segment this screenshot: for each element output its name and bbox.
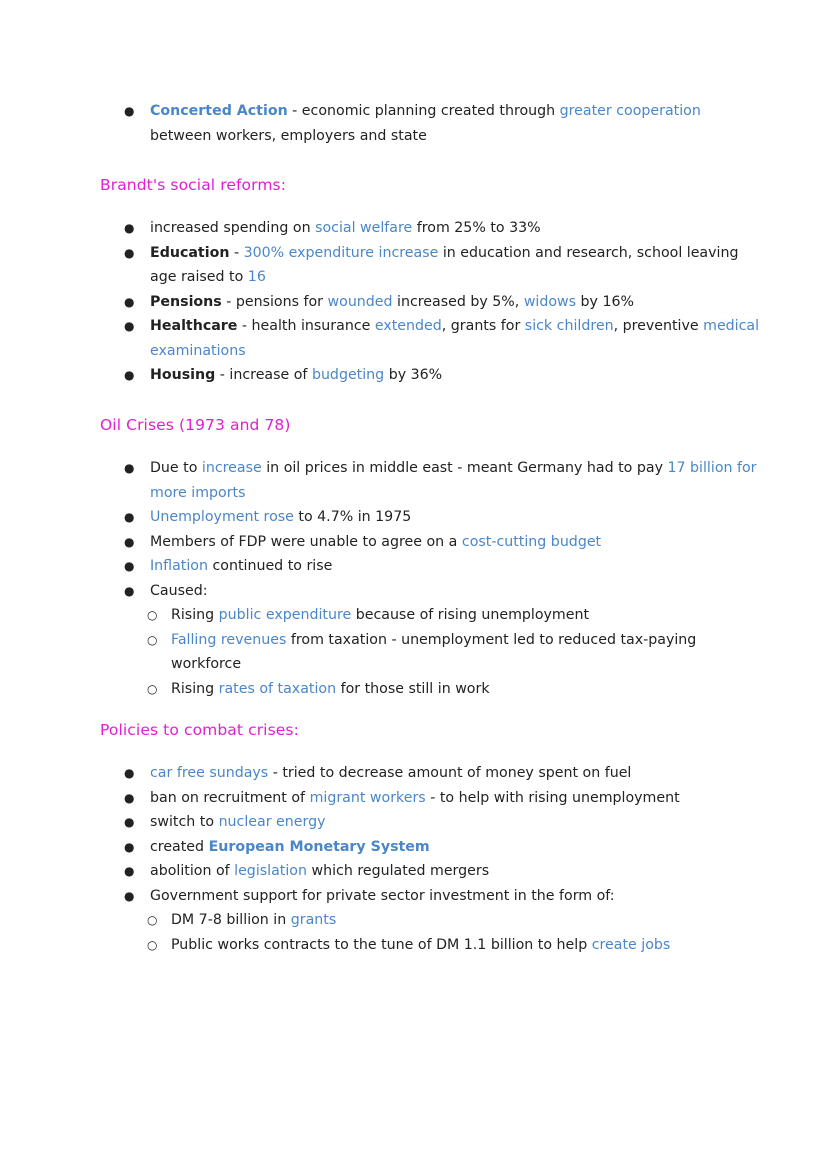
list-item bbox=[122, 290, 762, 315]
keyword: grants bbox=[290, 912, 337, 928]
text: from taxation - unemployment led to reduced tax-paying workforce bbox=[171, 631, 697, 672]
sub-list-item bbox=[122, 603, 762, 628]
keyword: migrant workers bbox=[309, 789, 426, 806]
bullet-icon: ● bbox=[124, 245, 135, 260]
bullet-icon: ● bbox=[124, 221, 135, 235]
bullet-icon: ● bbox=[124, 888, 135, 903]
brandt-list bbox=[122, 216, 762, 388]
list-item bbox=[122, 456, 762, 505]
text: from 25% to 33% bbox=[412, 220, 541, 236]
text: - economic planning created through bbox=[287, 103, 560, 119]
keyword: 16 bbox=[247, 269, 266, 285]
keyword: create jobs bbox=[591, 936, 671, 953]
item-label: Housing bbox=[150, 367, 216, 383]
policies-list bbox=[122, 761, 762, 957]
oil-crises-list bbox=[122, 456, 762, 701]
list-item bbox=[122, 99, 762, 148]
text: Rising bbox=[171, 607, 219, 623]
text: - to help with rising unemployment bbox=[425, 789, 680, 806]
keyword: widows bbox=[523, 293, 577, 310]
keyword: extended bbox=[374, 318, 442, 334]
section-heading-brandt: Brandt's social reforms: bbox=[100, 176, 287, 194]
text: - health insurance bbox=[237, 318, 375, 334]
text: which regulated mergers bbox=[306, 863, 490, 879]
keyword: cost-cutting budget bbox=[461, 533, 602, 550]
text: , grants for bbox=[441, 318, 525, 334]
keyword: legislation bbox=[234, 863, 307, 879]
text: between workers, employers and state bbox=[150, 127, 427, 144]
hollow-bullet-icon: ○ bbox=[147, 632, 158, 647]
hollow-bullet-icon: ○ bbox=[147, 608, 158, 622]
bullet-icon: ● bbox=[124, 534, 135, 549]
text: - tried to decrease amount of money spent on fuel bbox=[268, 765, 632, 781]
bullet-icon: ● bbox=[124, 319, 135, 333]
sub-list bbox=[122, 603, 762, 701]
bullet-icon: ● bbox=[124, 766, 135, 780]
bullet-icon: ● bbox=[124, 368, 135, 382]
keyword: greater cooperation bbox=[559, 103, 701, 119]
list-item bbox=[122, 241, 762, 290]
keyword: 300% expenditure increase bbox=[243, 244, 439, 261]
bullet-icon: ● bbox=[124, 461, 135, 475]
keyword: nuclear energy bbox=[218, 814, 326, 830]
text: by 16% bbox=[576, 293, 635, 310]
text: , preventive bbox=[613, 318, 704, 334]
text: Caused: bbox=[150, 582, 208, 599]
text: - bbox=[229, 244, 244, 261]
text: - pensions for bbox=[221, 293, 328, 310]
text: because of rising unemployment bbox=[351, 607, 590, 623]
sub-list-item bbox=[122, 908, 762, 933]
text: Rising bbox=[171, 680, 219, 697]
keyword: Concerted Action bbox=[150, 103, 288, 119]
text: for those still in work bbox=[336, 680, 490, 697]
bullet-icon: ● bbox=[124, 294, 135, 309]
list-item bbox=[122, 859, 762, 884]
list-item bbox=[122, 579, 762, 702]
text: Government support for private sector investment in the form of: bbox=[150, 887, 615, 904]
text: continued to rise bbox=[207, 558, 333, 574]
hollow-bullet-icon: ○ bbox=[147, 937, 158, 952]
bullet-icon: ● bbox=[124, 839, 135, 854]
text: switch to bbox=[150, 814, 219, 830]
sub-list bbox=[122, 908, 762, 957]
bullet-icon: ● bbox=[124, 104, 135, 118]
list-item bbox=[122, 810, 762, 835]
keyword: car free sundays bbox=[150, 765, 269, 781]
text: Members of FDP were unable to agree on a bbox=[150, 533, 462, 550]
sub-list-item bbox=[122, 628, 762, 677]
keyword: Falling revenues bbox=[171, 631, 287, 648]
bullet-icon: ● bbox=[124, 790, 135, 805]
list-item bbox=[122, 363, 762, 388]
text: - increase of bbox=[215, 367, 312, 383]
list-item bbox=[122, 554, 762, 579]
keyword: social welfare bbox=[315, 220, 413, 236]
text: increased by 5%, bbox=[392, 293, 524, 310]
section-heading-policies: Policies to combat crises: bbox=[100, 721, 299, 739]
text: Due to bbox=[150, 460, 202, 476]
hollow-bullet-icon: ○ bbox=[147, 681, 158, 696]
text: abolition of bbox=[150, 863, 235, 879]
list-item bbox=[122, 505, 762, 530]
keyword: 17 billion for more imports bbox=[150, 460, 757, 501]
hollow-bullet-icon: ○ bbox=[147, 913, 158, 927]
item-label: Education bbox=[150, 244, 230, 261]
text: by 36% bbox=[384, 367, 443, 383]
list-item bbox=[122, 786, 762, 811]
keyword: rates of taxation bbox=[218, 680, 337, 697]
keyword: increase bbox=[201, 460, 262, 476]
bullet-icon: ● bbox=[124, 559, 135, 573]
text: DM 7-8 billion in bbox=[171, 912, 291, 928]
text: in oil prices in middle east - meant Germany had to pay bbox=[261, 460, 668, 476]
list-item bbox=[122, 216, 762, 241]
list-item bbox=[122, 761, 762, 786]
list-item bbox=[122, 530, 762, 555]
list-item bbox=[122, 835, 762, 860]
bullet-icon: ● bbox=[124, 510, 135, 524]
text: to 4.7% in 1975 bbox=[293, 509, 412, 525]
keyword: European Monetary System bbox=[208, 838, 430, 855]
bullet-icon: ● bbox=[124, 583, 135, 598]
intro-list bbox=[122, 99, 762, 148]
keyword: wounded bbox=[327, 293, 393, 310]
keyword: sick children bbox=[524, 318, 614, 334]
keyword: Inflation bbox=[150, 558, 208, 574]
bullet-icon: ● bbox=[124, 815, 135, 829]
text: ban on recruitment of bbox=[150, 789, 310, 806]
bullet-icon: ● bbox=[124, 864, 135, 878]
keyword: medical examinations bbox=[150, 318, 760, 359]
text: increased spending on bbox=[150, 220, 316, 236]
item-label: Healthcare bbox=[150, 318, 238, 334]
item-label: Pensions bbox=[150, 293, 222, 310]
keyword: budgeting bbox=[311, 367, 385, 383]
list-item bbox=[122, 884, 762, 958]
keyword: public expenditure bbox=[218, 607, 352, 623]
keyword: Unemployment rose bbox=[150, 509, 294, 525]
section-heading-oil-crises: Oil Crises (1973 and 78) bbox=[100, 416, 291, 434]
text: Public works contracts to the tune of DM 1.1 billion to help bbox=[171, 936, 592, 953]
text: created bbox=[150, 838, 209, 855]
text: in education and research, school leaving age raised to bbox=[150, 244, 739, 285]
sub-list-item bbox=[122, 677, 762, 702]
sub-list-item bbox=[122, 933, 762, 958]
list-item bbox=[122, 314, 762, 363]
